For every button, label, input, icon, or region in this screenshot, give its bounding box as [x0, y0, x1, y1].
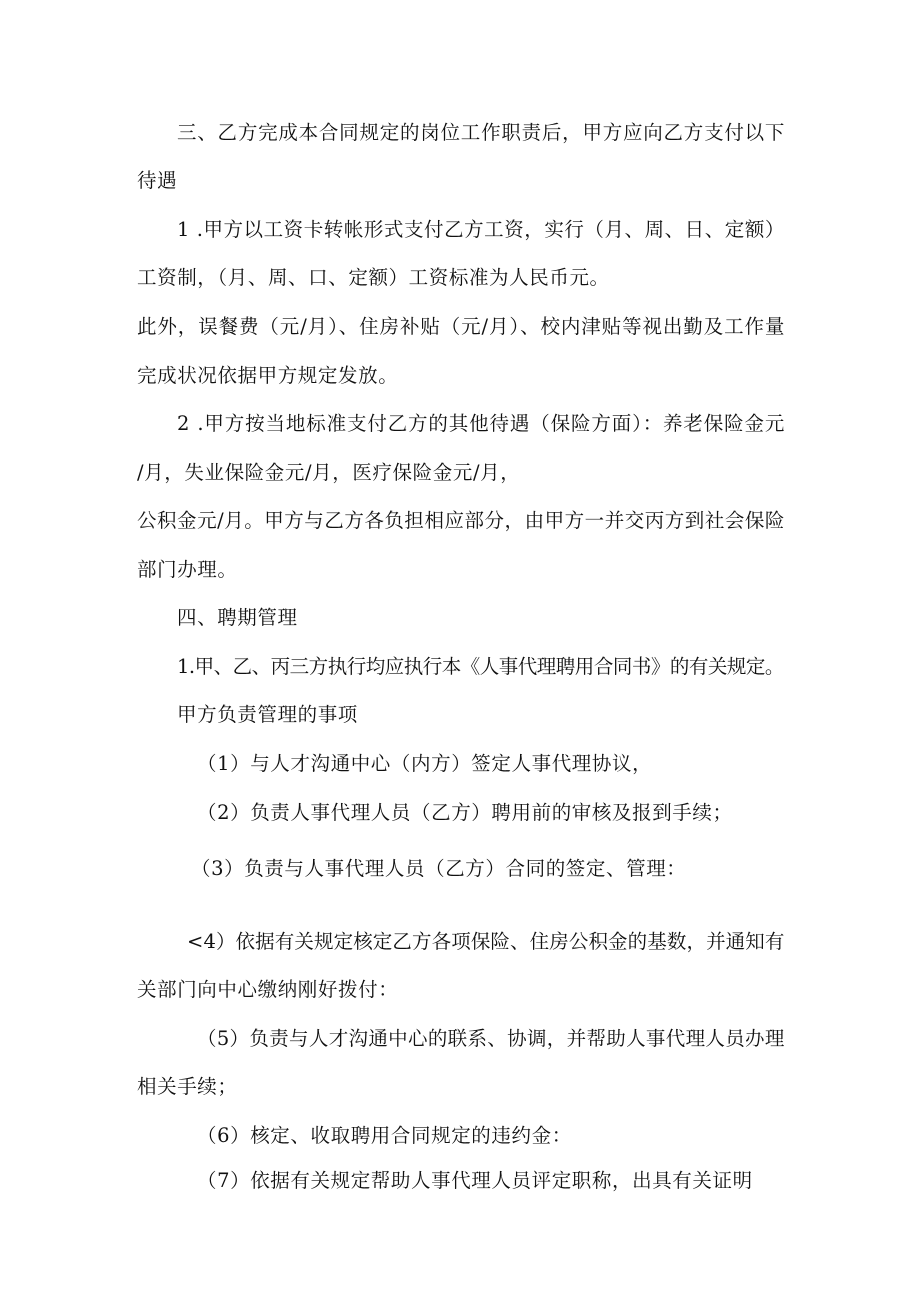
paragraph-line: 完成状况依据甲方规定发放。 — [137, 364, 399, 387]
paragraph-line: 公积金元/月。甲方与乙方各负担相应部分，由甲方一并交丙方到社会保险 — [137, 509, 785, 532]
section-heading: 四、聘期管理 — [177, 606, 298, 629]
paragraph-line: 2 .甲方按当地标准支付乙方的其他待遇（保险方面）：养老保险金元 — [177, 412, 786, 435]
paragraph-line: 甲方负责管理的事项 — [177, 703, 358, 726]
paragraph-line: 关部门向中心缴纳刚好拨付： — [137, 978, 399, 1001]
paragraph-line: 1.甲、乙、丙三方执行均应执行本《人事代理聘用合同书》的有关规定。 — [177, 655, 784, 678]
list-item: （5）负责与人才沟通中心的联系、协调，并帮助人事代理人员办理 — [197, 1027, 785, 1050]
paragraph-line: 三、乙方完成本合同规定的岗位工作职责后，甲方应向乙方支付以下 — [177, 121, 786, 144]
list-item: （7）依据有关规定帮助人事代理人员评定职称，出具有关证明 — [197, 1169, 753, 1192]
paragraph-line: 此外，误餐费（元/月）、住房补贴（元/月）、校内津贴等视出勤及工作量 — [137, 315, 786, 338]
list-item: （3）负责与人事代理人员（乙方）合同的签定、管理： — [191, 857, 687, 880]
list-item: （2）负责人事代理人员（乙方）聘用前的审核及报到手续； — [197, 801, 733, 824]
list-item: （6）核定、收取聘用合同规定的违约金： — [197, 1124, 572, 1147]
paragraph-line: 相关手续； — [137, 1075, 238, 1098]
list-item: <4）依据有关规定核定乙方各项保险、住房公积金的基数，并通知有 — [187, 930, 785, 953]
paragraph-line: 1 .甲方以工资卡转帐形式支付乙方工资，实行（月、周、日、定额） — [177, 218, 785, 241]
list-item: （1）与人才沟通中心（内方）签定人事代理协议， — [197, 752, 653, 775]
paragraph-line: 部门办理。 — [137, 558, 238, 581]
paragraph-line: 待遇 — [137, 169, 178, 192]
paragraph-line: /月，失业保险金元/月，医疗保险金元/月， — [137, 461, 521, 484]
paragraph-line: 工资制，（月、周、口、定额）工资标准为人民币元。 — [137, 266, 610, 289]
